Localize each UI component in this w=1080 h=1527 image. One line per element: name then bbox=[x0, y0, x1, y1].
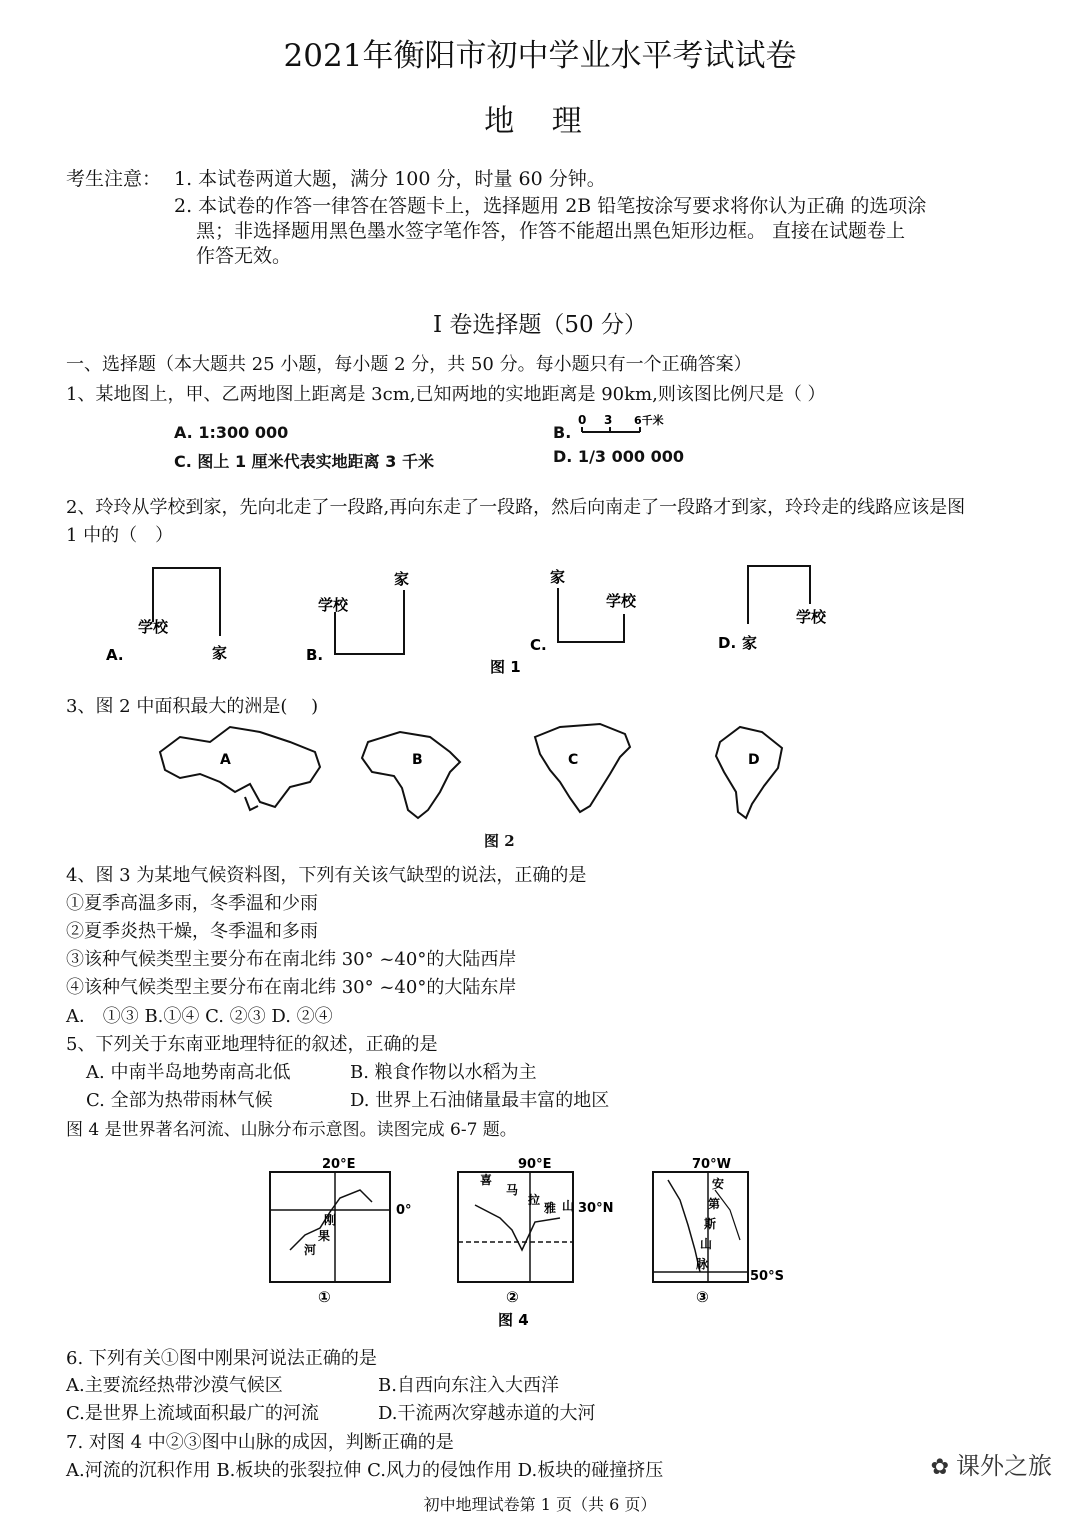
continent-b-label: B bbox=[412, 752, 423, 768]
q6-option-a: A.主要流经热带沙漠气候区 bbox=[66, 1375, 283, 1396]
scale-tick-3: 3 bbox=[604, 413, 613, 427]
map2-number: ② bbox=[506, 1288, 519, 1306]
map1-longitude: 20°E bbox=[322, 1157, 356, 1172]
map3-char-1: 安 bbox=[712, 1177, 725, 1191]
fig2-caption: 图 2 bbox=[484, 832, 515, 850]
map3-longitude: 70°W bbox=[692, 1157, 731, 1172]
section-intro: 一、选择题（本大题共 25 小题，每小题 2 分，共 50 分。每小题只有一个正确答案） bbox=[66, 354, 752, 375]
q6-option-d: D.干流两次穿越赤道的大河 bbox=[378, 1403, 596, 1424]
q4-statement-4: ④该种气候类型主要分布在南北纬 30° ~40°的大陆东岸 bbox=[66, 977, 517, 998]
q5-option-c: C. 全部为热带雨林气候 bbox=[86, 1090, 273, 1111]
fig1-c-home: 家 bbox=[550, 568, 566, 586]
fig1-a-home: 家 bbox=[212, 644, 228, 662]
continent-a-shape bbox=[160, 727, 320, 807]
notice-item-2-line3: 作答无效。 bbox=[196, 245, 292, 267]
q1-option-d: D. 1/3 000 000 bbox=[553, 447, 684, 466]
notice-item-1: 1. 本试卷两道大题，满分 100 分，时量 60 分钟。 bbox=[174, 168, 606, 190]
q3-stem: 3、图 2 中面积最大的洲是( ) bbox=[66, 696, 319, 717]
q7-options: A.河流的沉积作用 B.板块的张裂拉伸 C.风力的侵蚀作用 D.板块的碰撞挤压 bbox=[66, 1460, 664, 1481]
q4-options: A． ①③ B.①④ C. ②③ D. ②④ bbox=[66, 1006, 333, 1027]
q1-stem: 1、某地图上，甲、乙两地图上距离是 3cm,已知两地的实地距离是 90km,则该图比例尺是（ ） bbox=[66, 384, 826, 405]
q1-option-a: A. 1:300 000 bbox=[174, 423, 289, 442]
wechat-icon: ✿ bbox=[930, 1455, 956, 1480]
figure-4-maps bbox=[260, 1150, 820, 1335]
map1-number: ① bbox=[318, 1288, 331, 1306]
subject-title: 地 理 bbox=[484, 104, 596, 139]
fig1-option-a: A. bbox=[106, 646, 124, 664]
fig4-intro: 图 4 是世界著名河流、山脉分布示意图。读图完成 6-7 题。 bbox=[66, 1120, 517, 1140]
q5-option-a: A. 中南半岛地势南高北低 bbox=[86, 1062, 291, 1083]
fig4-caption: 图 4 bbox=[498, 1311, 529, 1329]
continent-b-shape bbox=[362, 732, 460, 818]
q2-stem-line2: 1 中的（ ） bbox=[66, 525, 174, 546]
exam-title: 2021年衡阳市初中学业水平考试试卷 bbox=[283, 38, 797, 74]
map2-char-2: 马 bbox=[506, 1183, 519, 1197]
map2-char-4: 雅 bbox=[544, 1201, 557, 1215]
map2-char-3: 拉 bbox=[528, 1193, 541, 1207]
q6-stem: 6. 下列有关①图中刚果河说法正确的是 bbox=[66, 1348, 377, 1369]
q1-scale-bar bbox=[578, 412, 688, 442]
map1-char-1: 刚 bbox=[324, 1213, 337, 1227]
map3-char-3: 斯 bbox=[704, 1217, 717, 1231]
map1-char-2: 果 bbox=[318, 1229, 331, 1243]
continent-c-shape bbox=[535, 724, 630, 812]
map2-latitude: 30°N bbox=[578, 1201, 614, 1216]
q4-statement-3: ③该种气候类型主要分布在南北纬 30° ~40°的大陆西岸 bbox=[66, 949, 517, 970]
map3-char-2: 第 bbox=[708, 1197, 721, 1211]
q6-option-b: B.自西向东注入大西洋 bbox=[378, 1375, 559, 1396]
q4-stem: 4、图 3 为某地气候资料图，下列有关该气缺型的说法，正确的是 bbox=[66, 865, 587, 886]
q6-option-c: C.是世界上流域面积最广的河流 bbox=[66, 1403, 319, 1424]
page-footer: 初中地理试卷第 1 页（共 6 页） bbox=[423, 1495, 657, 1514]
map2-longitude: 90°E bbox=[518, 1157, 552, 1172]
notice-item-2-line1: 2. 本试卷的作答一律答在答题卡上，选择题用 2B 铅笔按涂写要求将你认为正确 的选项涂 bbox=[174, 195, 927, 217]
map3-char-4: 山 bbox=[700, 1237, 713, 1251]
q4-statement-1: ①夏季高温多雨，冬季温和少雨 bbox=[66, 893, 318, 914]
continent-a-label: A bbox=[220, 752, 231, 768]
section-title: I 卷选择题（50 分） bbox=[433, 312, 647, 338]
q2-stem-line1: 2、玲玲从学校到家，先向北走了一段路,再向东走了一段路，然后向南走了一段路才到家，玲玲走的线路应该是图 bbox=[66, 497, 966, 518]
notice-item-2-line2: 黑；非选择题用黑色墨水签字笔作答，作答不能超出黑色矩形边框。 直接在试题卷上 bbox=[196, 220, 906, 242]
continent-d-shape bbox=[716, 727, 782, 818]
scale-tick-6: 6千米 bbox=[634, 414, 664, 427]
q5-option-b: B. 粮食作物以水稻为主 bbox=[350, 1062, 537, 1083]
q4-statement-2: ②夏季炎热干燥，冬季温和多雨 bbox=[66, 921, 318, 942]
fig1-caption: 图 1 bbox=[490, 658, 521, 676]
q5-stem: 5、下列关于东南亚地理特征的叙述，正确的是 bbox=[66, 1034, 438, 1055]
fig1-d-home: 家 bbox=[742, 634, 758, 652]
fig1-d-school: 学校 bbox=[796, 608, 827, 626]
fig1-option-d: D. bbox=[718, 634, 737, 652]
scale-tick-0: 0 bbox=[578, 413, 587, 427]
fig1-option-c: C. bbox=[530, 636, 547, 654]
fig1-a-school: 学校 bbox=[138, 618, 169, 636]
fig1-b-home: 家 bbox=[394, 570, 410, 588]
map2-char-5: 山 bbox=[562, 1199, 575, 1213]
notice-label: 考生注意： bbox=[66, 168, 162, 190]
wechat-account-name: 课外之旅 bbox=[956, 1452, 1052, 1480]
q1-option-b-label: B. bbox=[553, 423, 572, 442]
fig1-c-school: 学校 bbox=[606, 592, 637, 610]
wechat-watermark bbox=[931, 1446, 1052, 1481]
fig1-b-school: 学校 bbox=[318, 596, 349, 614]
fig1-option-b: B. bbox=[306, 646, 324, 664]
map1-latitude: 0° bbox=[396, 1203, 412, 1218]
continent-d-label: D bbox=[748, 752, 760, 768]
q1-option-c: C. 图上 1 厘米代表实地距离 3 千米 bbox=[174, 452, 434, 471]
map3-char-5: 脉 bbox=[696, 1257, 709, 1271]
map2-char-1: 喜 bbox=[480, 1173, 493, 1187]
map3-number: ③ bbox=[696, 1288, 709, 1306]
continent-c-label: C bbox=[568, 752, 579, 768]
q7-stem: 7. 对图 4 中②③图中山脉的成因，判断正确的是 bbox=[66, 1432, 454, 1453]
q5-option-d: D. 世界上石油储量最丰富的地区 bbox=[350, 1090, 610, 1111]
figure-1-routes bbox=[100, 560, 860, 685]
map3-latitude: 50°S bbox=[750, 1269, 784, 1284]
map1-char-3: 河 bbox=[304, 1243, 317, 1257]
